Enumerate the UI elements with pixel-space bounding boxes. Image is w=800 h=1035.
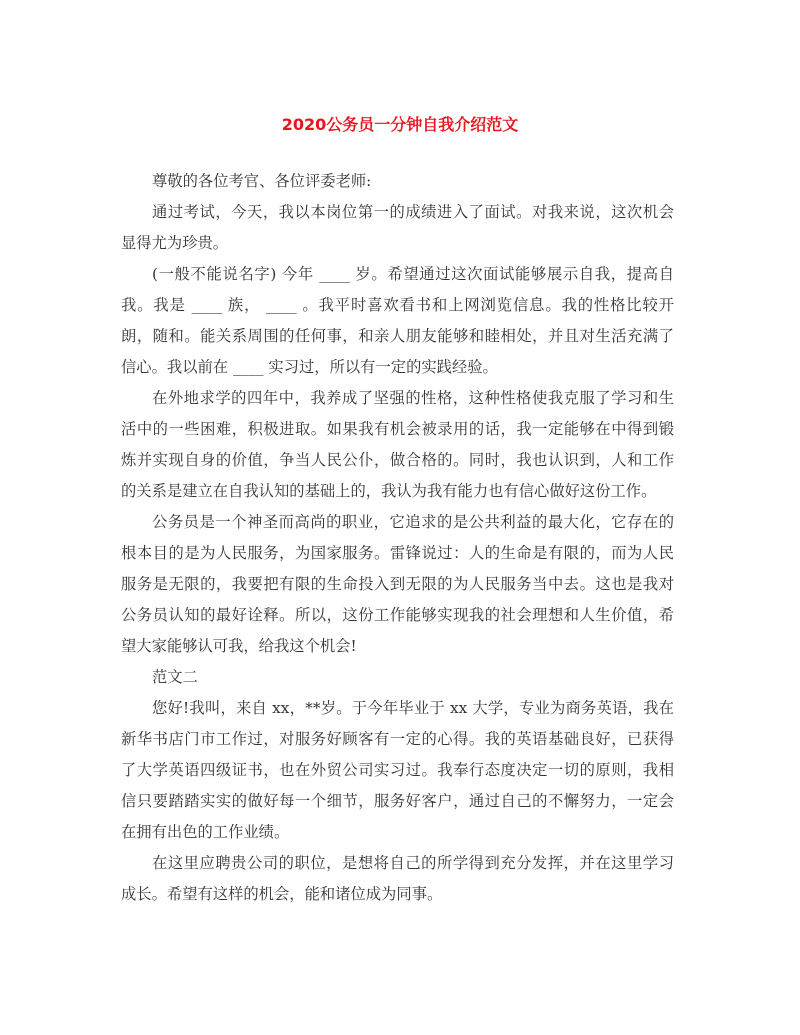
text-line: 望大家能够认可我，给我这个机会! bbox=[121, 637, 357, 655]
text-line: 信只要踏踏实实的做好每一个细节，服务好客户，通过自己的不懈努力，一定会 bbox=[121, 792, 674, 810]
paragraph bbox=[121, 664, 674, 695]
paragraph bbox=[121, 199, 674, 261]
text-line: 信心。我以前在 ____ 实习过，所以有一定的实践经验。 bbox=[121, 358, 498, 376]
paragraph bbox=[121, 261, 674, 385]
text-line: 尊敬的各位考官、各位评委老师: bbox=[152, 172, 372, 190]
paragraph bbox=[121, 850, 674, 912]
text-line: 您好!我叫，来自 xx，**岁。于今年毕业于 xx 大学，专业为商务英语，我在 bbox=[152, 699, 674, 717]
text-line: 显得尤为珍贵。 bbox=[121, 234, 229, 252]
paragraph bbox=[121, 509, 674, 664]
text-line: (一般不能说名字) 今年 ____ 岁。希望通过这次面试能够展示自我，提高自 bbox=[152, 265, 674, 283]
text-line: 范文二 bbox=[152, 668, 198, 686]
text-line: 炼并实现自身的价值，争当人民公仆，做合格的。同时，我也认识到，人和工作 bbox=[121, 451, 674, 469]
text-line: 服务是无限的，我要把有限的生命投入到无限的为人民服务当中去。这也是我对 bbox=[121, 575, 674, 593]
document-title: 2020公务员一分钟自我介绍范文 bbox=[281, 115, 519, 134]
text-line: 新华书店门市工作过，对服务好顾客有一定的心得。我的英语基础良好，已获得 bbox=[121, 730, 674, 748]
document-body bbox=[121, 168, 674, 912]
text-line: 通过考试，今天，我以本岗位第一的成绩进入了面试。对我来说，这次机会 bbox=[152, 203, 674, 221]
paragraph bbox=[121, 168, 674, 199]
paragraph bbox=[121, 385, 674, 509]
text-line: 在拥有出色的工作业绩。 bbox=[121, 823, 290, 841]
text-line: 公务员是一个神圣而高尚的职业，它追求的是公共利益的最大化，它存在的 bbox=[152, 513, 674, 531]
text-line: 在这里应聘贵公司的职位，是想将自己的所学得到充分发挥，并在这里学习 bbox=[152, 854, 674, 872]
text-line: 我。我是 ____ 族， ____ 。我平时喜欢看书和上网浏览信息。我的性格比较开 bbox=[121, 296, 674, 314]
text-line: 在外地求学的四年中，我养成了坚强的性格，这种性格使我克服了学习和生 bbox=[152, 389, 674, 407]
text-line: 根本目的是为人民服务，为国家服务。雷锋说过：人的生命是有限的，而为人民 bbox=[121, 544, 674, 562]
text-line: 的关系是建立在自我认知的基础上的，我认为我有能力也有信心做好这份工作。 bbox=[121, 482, 657, 500]
text-line: 公务员认知的最好诠释。所以，这份工作能够实现我的社会理想和人生价值，希 bbox=[121, 606, 674, 624]
text-line: 朗，随和。能关系周围的任何事，和亲人朋友能够和睦相处，并且对生活充满了 bbox=[121, 327, 674, 345]
text-line: 活中的一些困难，积极进取。如果我有机会被录用的话，我一定能够在中得到锻 bbox=[121, 420, 674, 438]
text-line: 成长。希望有这样的机会，能和诸位成为同事。 bbox=[121, 885, 443, 903]
text-line: 了大学英语四级证书，也在外贸公司实习过。我奉行态度决定一切的原则，我相 bbox=[121, 761, 674, 779]
paragraph bbox=[121, 695, 674, 850]
